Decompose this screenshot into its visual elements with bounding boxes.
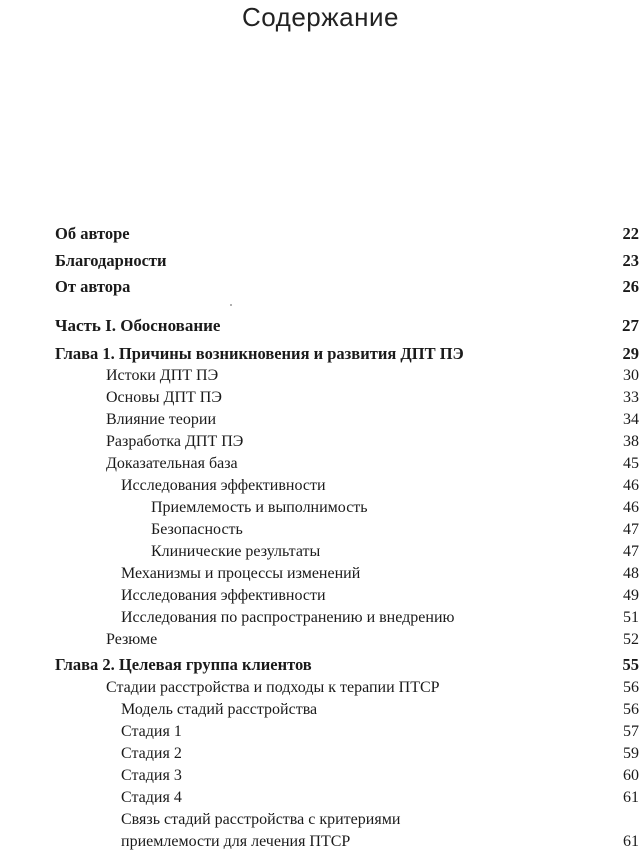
toc-entry[interactable]: [0, 276, 641, 298]
toc-entry-page: 46: [623, 499, 639, 516]
toc-entry-title: Благодарности: [55, 251, 167, 270]
toc-entry-page: 57: [623, 723, 639, 740]
toc-entry-title: Приемлемость и выполнимость: [151, 499, 368, 516]
toc-entry-page: 52: [623, 631, 639, 648]
toc-entry-title: Глава 2. Целевая группа клиентов: [55, 655, 312, 674]
toc-entry-page: 48: [623, 565, 639, 582]
toc-entry[interactable]: [0, 607, 641, 629]
toc-entry-title: Исследования эффективности: [121, 587, 326, 604]
toc-entry-page: 51: [623, 609, 639, 626]
toc-entry-title: Механизмы и процессы изменений: [121, 565, 361, 582]
toc-entry[interactable]: [0, 809, 641, 831]
toc-entry[interactable]: [0, 585, 641, 607]
toc-entry-title: Клинические результаты: [151, 543, 321, 560]
toc-entry[interactable]: [0, 563, 641, 585]
toc-entry[interactable]: [0, 497, 641, 519]
toc-entry-title: Стадия 1: [121, 723, 182, 740]
toc-entry-page: 23: [622, 251, 639, 270]
toc-entry-page: 46: [623, 477, 639, 494]
toc-entry-title: Стадия 4: [121, 789, 182, 806]
toc-entry-title: Резюме: [106, 631, 158, 648]
toc-entry[interactable]: [0, 541, 641, 563]
toc-entry-title: Об авторе: [55, 224, 130, 243]
toc-entry[interactable]: [0, 629, 641, 651]
toc-entry[interactable]: [0, 453, 641, 475]
toc-entry[interactable]: [0, 677, 641, 699]
toc-chapter[interactable]: [0, 654, 641, 676]
toc-entry[interactable]: [0, 409, 641, 431]
toc-entry-title: Доказательная база: [106, 455, 238, 472]
toc-entry-page: 34: [623, 411, 639, 428]
toc-entry-page: 27: [622, 316, 639, 335]
toc-entry-title: Исследования по распространению и внедрению: [121, 609, 455, 626]
toc-entry[interactable]: [0, 431, 641, 453]
toc-entry[interactable]: [0, 787, 641, 809]
toc-entry-page: 38: [623, 433, 639, 450]
toc-entry-title: Безопасность: [151, 521, 243, 538]
toc-entry[interactable]: [0, 721, 641, 743]
toc-entry-page: 47: [623, 543, 639, 560]
toc-entry-title: Стадии расстройства и подходы к терапии ПТСР: [106, 679, 440, 696]
toc-entry-title: Стадия 3: [121, 767, 182, 784]
toc-entry-page: 61: [623, 833, 639, 850]
toc-entry-title: Часть I. Обоснование: [55, 316, 221, 335]
toc-entry-title: Влияние теории: [106, 411, 217, 428]
toc-entry[interactable]: [0, 250, 641, 272]
page-title: Содержание: [242, 2, 399, 32]
toc-entry-page: 26: [622, 277, 639, 296]
toc-entry[interactable]: [0, 365, 641, 387]
toc-entry-page: 59: [623, 745, 639, 762]
toc-entry-page: 55: [622, 655, 639, 674]
toc-entry-page: 30: [623, 367, 639, 384]
toc-entry[interactable]: [0, 387, 641, 409]
toc-entry-title: приемлемости для лечения ПТСР: [121, 833, 351, 850]
toc-entry[interactable]: [0, 223, 641, 245]
toc-entry-title: Разработка ДПТ ПЭ: [106, 433, 244, 450]
toc-entry[interactable]: [0, 765, 641, 787]
toc-entry-title: Исследования эффективности: [121, 477, 326, 494]
toc-entry[interactable]: [0, 475, 641, 497]
toc-entry-page: 60: [623, 767, 639, 784]
toc-entry-title: Основы ДПТ ПЭ: [106, 389, 222, 406]
toc-entry-title: Истоки ДПТ ПЭ: [106, 367, 219, 384]
toc-entry-page: 47: [623, 521, 639, 538]
toc-entry-title: Связь стадий расстройства с критериями: [121, 811, 401, 828]
toc-entry-page: 49: [623, 587, 639, 604]
toc-entry-page: 33: [623, 389, 639, 406]
toc-entry-page: 45: [623, 455, 639, 472]
toc-entry-title: Модель стадий расстройства: [121, 701, 318, 718]
scan-speck: [230, 304, 232, 306]
toc-entry-title: Глава 1. Причины возникновения и развития ДПТ ПЭ: [55, 344, 464, 363]
toc-entry-page: 56: [623, 701, 639, 718]
toc-entry[interactable]: [0, 519, 641, 541]
toc-part[interactable]: [0, 315, 641, 337]
toc-entry[interactable]: [0, 699, 641, 721]
toc-entry-page: 61: [623, 789, 639, 806]
toc-entry-title: От автора: [55, 277, 131, 296]
toc-entry[interactable]: [0, 831, 641, 853]
toc-entry-page: 29: [622, 344, 639, 363]
toc-entry-page: 56: [623, 679, 639, 696]
toc-entry[interactable]: [0, 743, 641, 765]
toc-entry-page: 22: [622, 224, 639, 243]
toc-entry-title: Стадия 2: [121, 745, 182, 762]
toc-chapter[interactable]: [0, 343, 641, 365]
